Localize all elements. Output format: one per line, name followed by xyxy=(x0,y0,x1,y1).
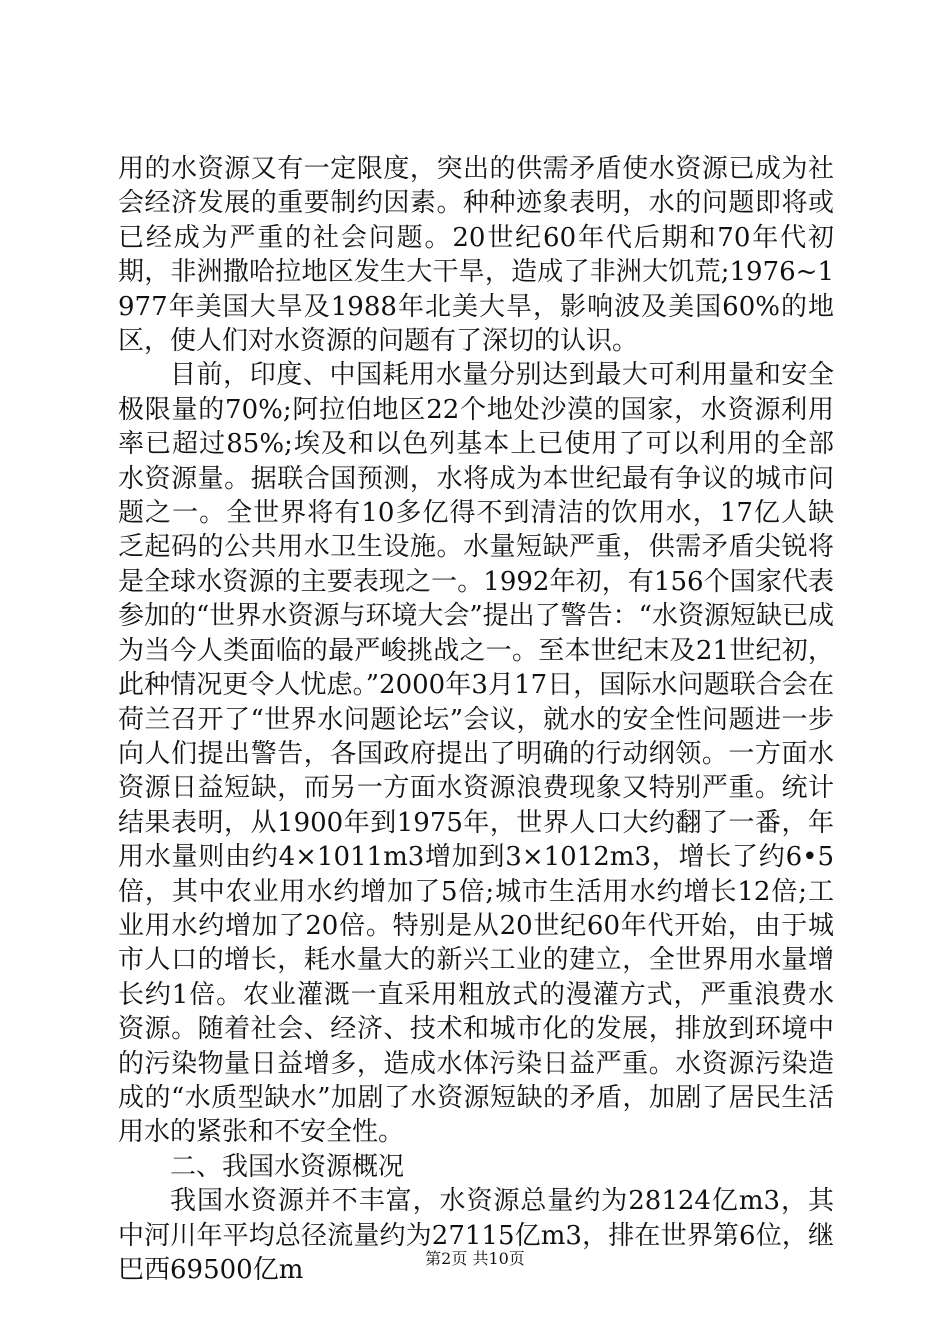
document-page xyxy=(118,152,834,1287)
paragraph-china-water-overview: 我国水资源并不丰富，水资源总量约为28124亿m3，其中河川年平均总径流量约为27115亿m3，排在世界第6位，继巴西69500亿m xyxy=(118,1186,834,1285)
section-heading-china-water: 二、我国水资源概况 xyxy=(170,1151,405,1182)
paragraph-continuation: 用的水资源又有一定限度，突出的供需矛盾使水资源已成为社会经济发展的重要制约因素。种种迹象表明，水的问题即将或已经成为严重的社会问题。20世纪60年代后期和70年代初期，非洲撒哈拉地区发生大干旱，造成了非洲大饥荒;1976~1977年美国大旱及1988年北美大旱，影响波及美国60%的地区，使人们对水资源的问题有了深切的认识。 xyxy=(118,154,834,357)
page-footer: 第2页 共10页 xyxy=(425,1249,525,1268)
paragraph-global-water-status: 目前，印度、中国耗用水量分别达到最大可利用量和安全极限量的70%;阿拉伯地区22个地处沙漠的国家，水资源利用率已超过85%;埃及和以色列基本上已使用了可以利用的全部水资源量。据联合国预测，水将成为本世纪最有争议的城市问题之一。全世界将有10多亿得不到清洁的饮用水，17亿人缺乏起码的公共用水卫生设施。水量短缺严重，供需矛盾尖锐将是全球水资源的主要表现之一。1992年初，有156个国家代表参加的“世界水资源与环境大会”提出了警告：“水资源短缺已成为当今人类面临的最严峻挑战之一。至本世纪末及21世纪初，此种情况更令人忧虑。”2000年3月17日，国际水问题联合会在荷兰召开了“世界水问题论坛”会议，就水的安全性问题进一步向人们提出警告，各国政府提出了明确的行动纲领。一方面水资源日益短缺，而另一方面水资源浪费现象又特别严重。统计结果表明，从1900年到1975年，世界人口大约翻了一番，年用水量则由约4×1011m3增加到3×1012m3，增长了约6•5倍，其中农业用水约增加了5倍;城市生活用水约增长12倍;工业用水约增加了20倍。特别是从20世纪60年代开始，由于城市人口的增长，耗水量大的新兴工业的建立，全世界用水量增长约1倍。农业灌溉一直采用粗放式的漫灌方式，严重浪费水资源。随着社会、经济、技术和城市化的发展，排放到环境中的污染物量日益增多，造成水体污染日益严重。水资源污染造成的“水质型缺水”加剧了水资源短缺的矛盾，加剧了居民生活用水的紧张和不安全性。 xyxy=(118,360,834,1148)
